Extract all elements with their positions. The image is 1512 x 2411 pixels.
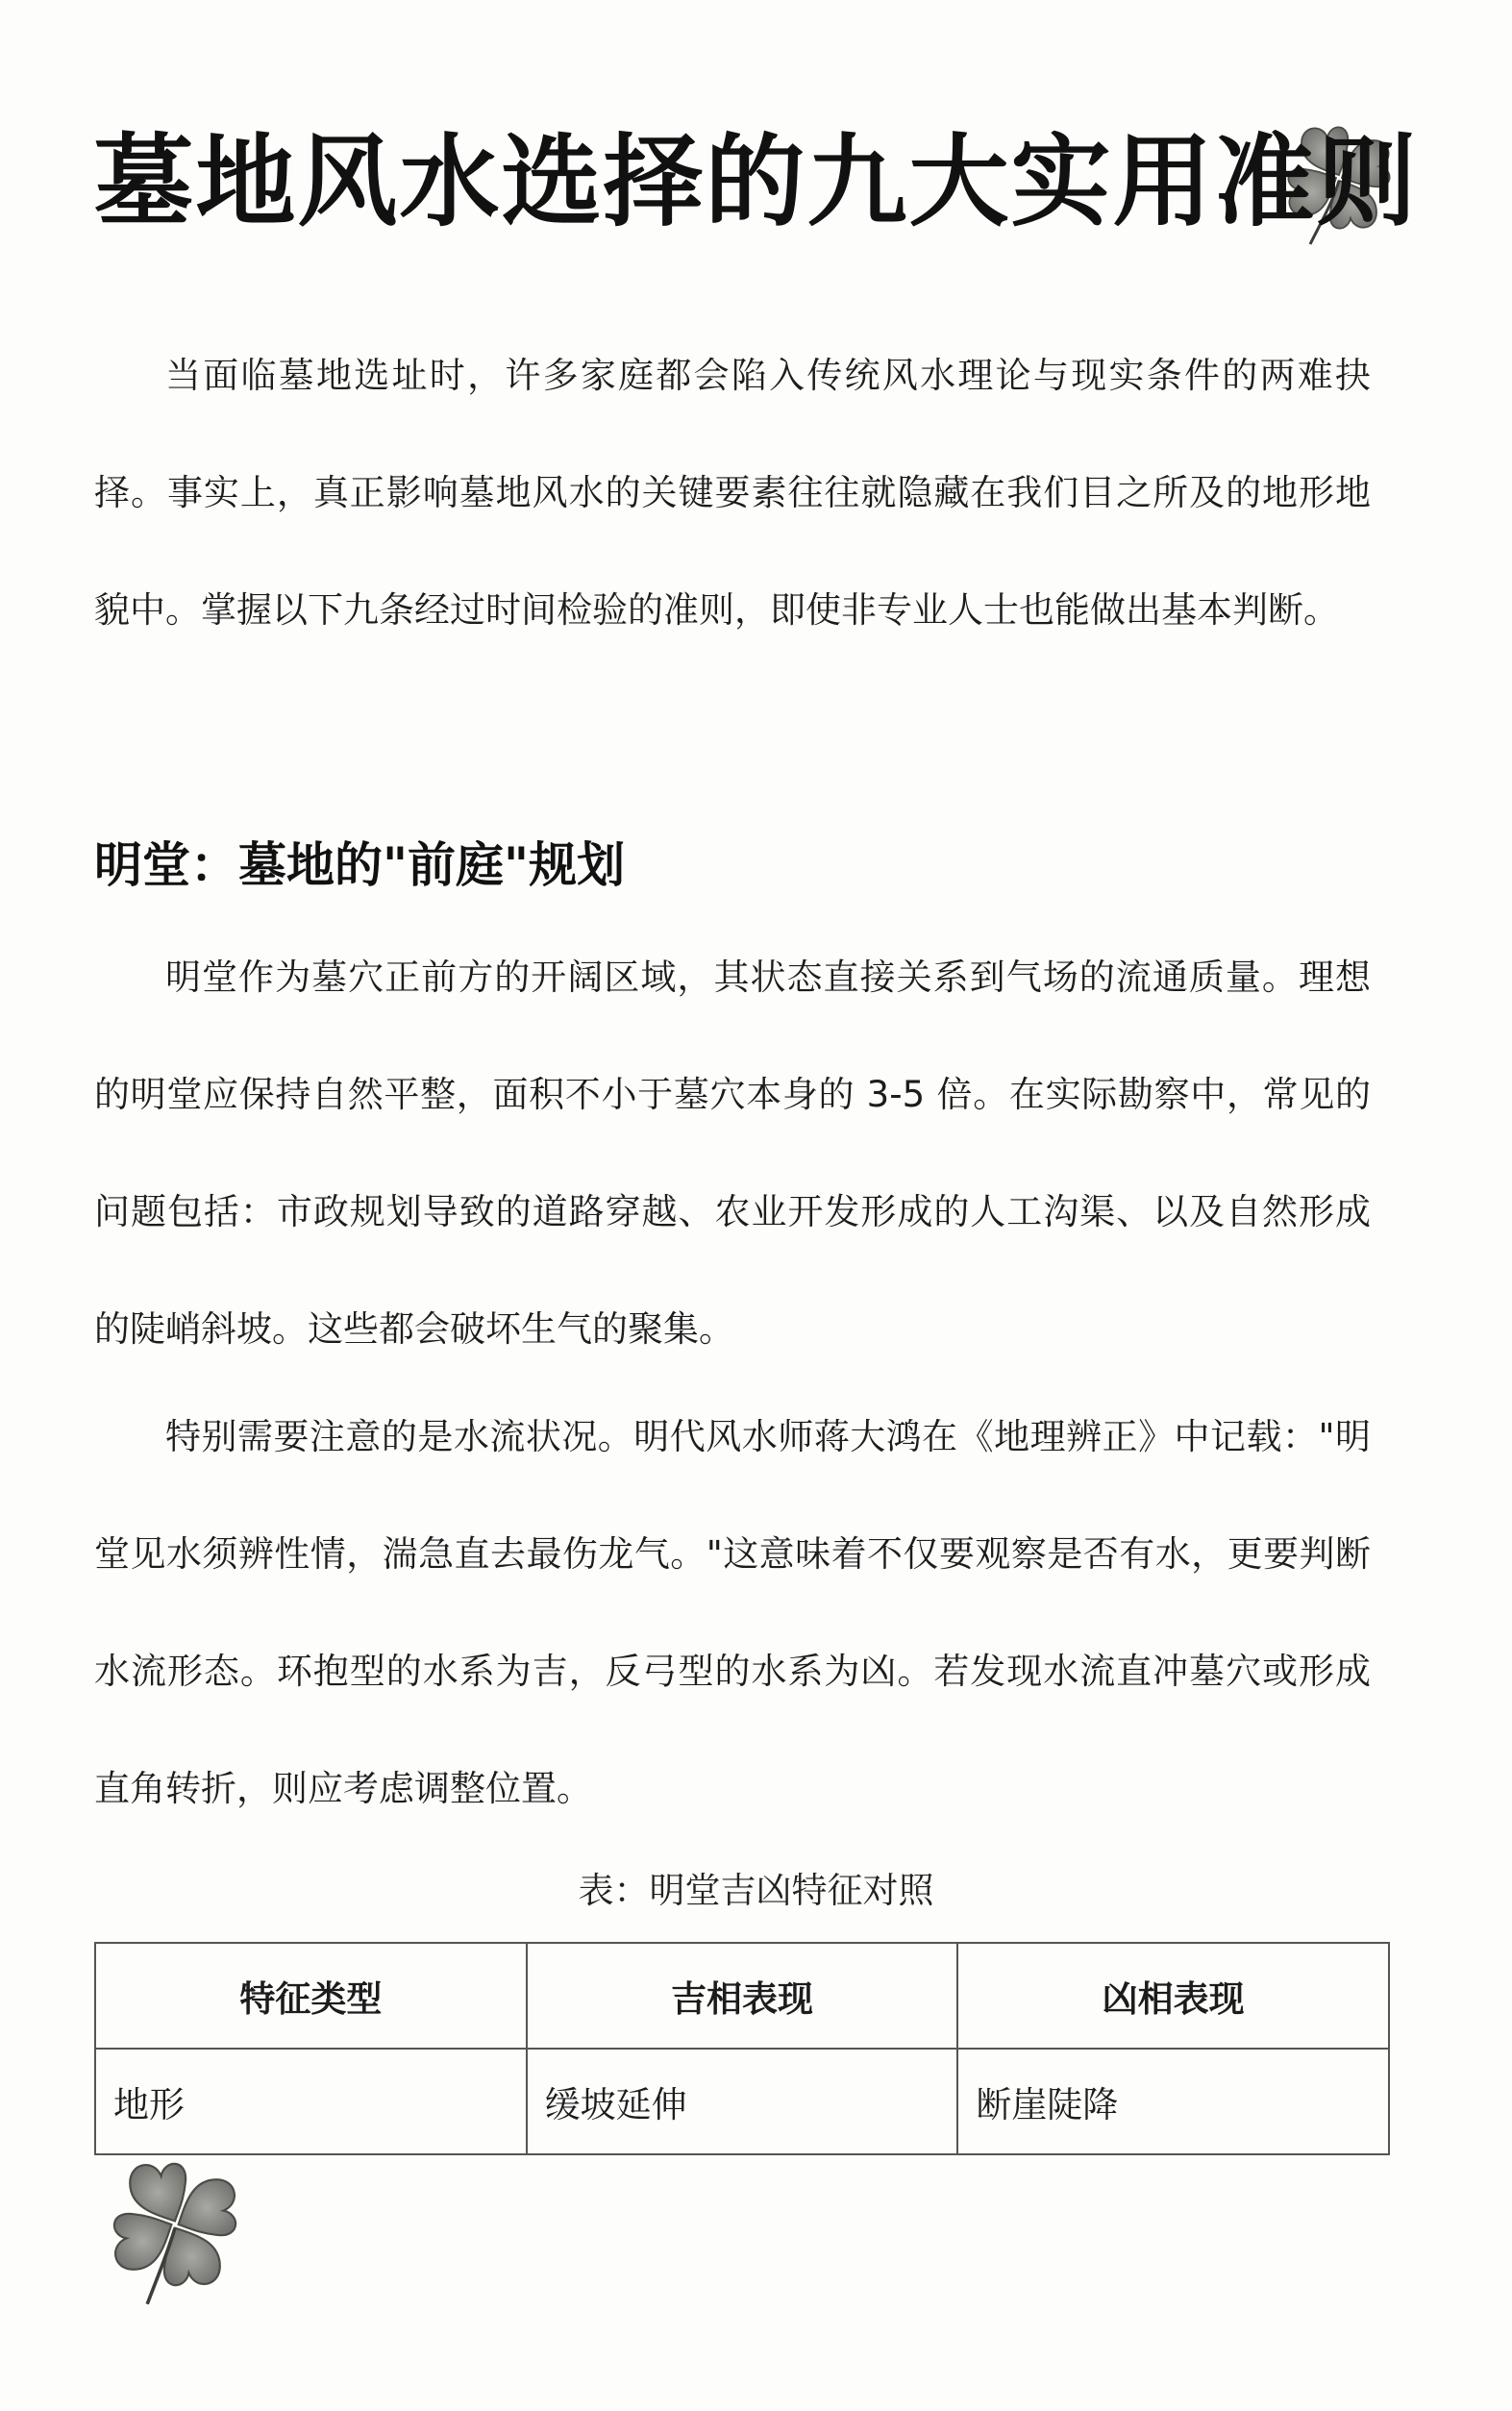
table-row [95, 2049, 1389, 2154]
table-cell: 地形 [95, 2049, 527, 2154]
page-title: 墓地风水选择的九大实用准则 [93, 123, 1419, 240]
section-paragraph-2: 特别需要注意的是水流状况。明代风水师蒋大鸿在《地理辨正》中记载："明堂见水须辨性情，湍急直去最伤龙气。"这意味着不仅要观察是否有水，更要判断水流形态。环抱型的水系为吉，反弓型的水系为凶。若发现水流直冲墓穴或形成直角转折，则应考虑调整位置。 [94, 1416, 1371, 1809]
table-header-cell: 凶相表现 [957, 1943, 1389, 2049]
table-header-cell: 吉相表现 [527, 1943, 958, 2049]
table-caption: 表：明堂吉凶特征对照 [578, 1870, 934, 1911]
section-paragraph-1: 明堂作为墓穴正前方的开阔区域，其状态直接关系到气场的流通质量。理想的明堂应保持自然平整，面积不小于墓穴本身的 3-5 倍。在实际勘察中，常见的问题包括：市政规划导致的道路穿越、农业开发形成的人工沟渠、以及自然形成的陡峭斜坡。这些都会破坏生气的聚集。 [94, 957, 1371, 1350]
table-header-row [95, 1943, 1389, 2049]
comparison-table [94, 1942, 1390, 2155]
table-cell: 断崖陡降 [957, 2049, 1389, 2154]
section-heading: 明堂：墓地的"前庭"规划 [94, 837, 626, 893]
intro-paragraph: 当面临墓地选址时，许多家庭都会陷入传统风水理论与现实条件的两难抉择。事实上，真正影响墓地风水的关键要素往往就隐藏在我们目之所及的地形地貌中。掌握以下九条经过时间检验的准则，即使非专业人士也能做出基本判断。 [94, 355, 1371, 631]
table-header-cell: 特征类型 [95, 1943, 527, 2049]
table-cell: 缓坡延伸 [527, 2049, 958, 2154]
four-leaf-clover-icon [88, 2138, 261, 2311]
